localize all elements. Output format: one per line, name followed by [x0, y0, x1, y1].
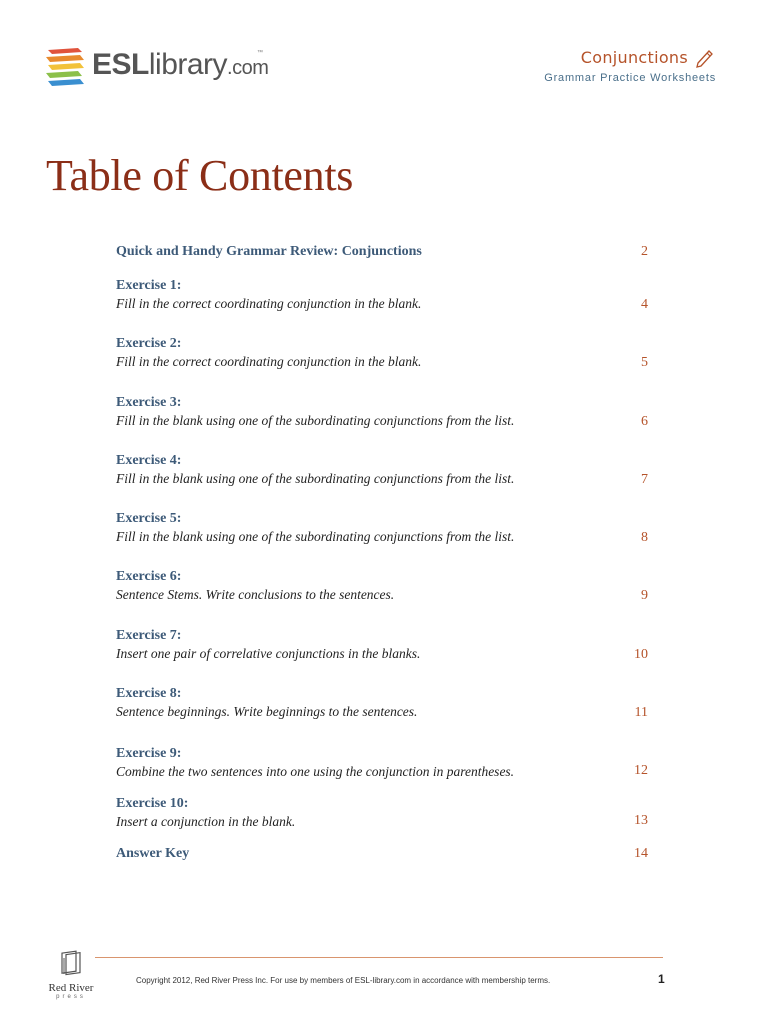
toc-entry[interactable] — [116, 846, 656, 862]
toc-entry-heading: Exercise 9: — [116, 746, 182, 761]
logo-wordmark: ESLlibrary.com — [92, 48, 269, 81]
worksheet-subtitle: Grammar Practice Worksheets — [544, 72, 716, 84]
red-river-press-logo — [44, 948, 98, 1010]
book-stack-icon — [56, 948, 86, 978]
toc-entry-heading: Answer Key — [116, 846, 190, 861]
toc-entry[interactable] — [116, 746, 656, 780]
toc-entry-page-number: 4 — [641, 297, 648, 312]
toc-entry-description: Fill in the correct coordinating conjunction in the blank. — [116, 354, 422, 369]
toc-entry-heading: Exercise 3: — [116, 395, 182, 410]
publisher-name: Red River — [48, 982, 94, 994]
toc-entry-description: Insert a conjunction in the blank. — [116, 814, 296, 829]
pencil-icon — [694, 46, 716, 68]
toc-entry-page-number: 7 — [641, 472, 648, 487]
esl-library-logo — [44, 44, 284, 90]
toc-entry-description: Fill in the blank using one of the subordinating conjunctions from the list. — [116, 471, 515, 486]
copyright-notice: Copyright 2012, Red River Press Inc. For use by members of ESL-library.com in accordance with membership terms. — [136, 976, 551, 985]
toc-entry-description: Fill in the blank using one of the subordinating conjunctions from the list. — [116, 413, 515, 428]
toc-entry-page-number: 8 — [641, 530, 648, 545]
toc-entry[interactable] — [116, 628, 656, 662]
toc-entry[interactable] — [116, 686, 656, 720]
footer-divider — [95, 957, 663, 958]
toc-entry[interactable] — [116, 395, 656, 429]
toc-entry-description: Fill in the blank using one of the subordinating conjunctions from the list. — [116, 529, 515, 544]
toc-entry-page-number: 10 — [634, 647, 648, 662]
toc-entry-heading: Exercise 7: — [116, 628, 182, 643]
toc-entry-page-number: 9 — [641, 588, 648, 603]
toc-entry[interactable] — [116, 278, 656, 312]
toc-entry-page-number: 12 — [634, 763, 648, 778]
toc-entry[interactable] — [116, 336, 656, 370]
page-number: 1 — [658, 972, 665, 986]
books-logo-icon — [44, 44, 86, 88]
toc-entry-page-number: 11 — [634, 705, 648, 720]
toc-entry-page-number: 2 — [641, 244, 648, 259]
toc-entry-page-number: 13 — [634, 813, 648, 828]
toc-entry[interactable] — [116, 511, 656, 545]
toc-entry-heading: Exercise 1: — [116, 278, 182, 293]
toc-entry-description: Fill in the correct coordinating conjunction in the blank. — [116, 296, 422, 311]
toc-entry-page-number: 14 — [634, 846, 648, 861]
toc-entry[interactable] — [116, 569, 656, 603]
toc-entry-description: Sentence Stems. Write conclusions to the sentences. — [116, 587, 395, 602]
publisher-sub: press — [56, 994, 86, 1000]
worksheet-title: Conjunctions — [581, 46, 716, 68]
worksheet-header — [544, 46, 716, 84]
toc-entry-heading: Exercise 4: — [116, 453, 182, 468]
page-title: Table of Contents — [46, 151, 354, 200]
toc-entry-heading: Exercise 6: — [116, 569, 182, 584]
toc-entry[interactable] — [116, 244, 656, 260]
toc-entry-heading: Exercise 10: — [116, 796, 189, 811]
toc-entry-heading: Exercise 2: — [116, 336, 182, 351]
toc-entry-page-number: 6 — [641, 414, 648, 429]
trademark-mark: ™ — [257, 50, 263, 56]
toc-entry[interactable] — [116, 796, 656, 830]
toc-entry-heading: Quick and Handy Grammar Review: Conjunctions — [116, 244, 422, 259]
toc-entry-page-number: 5 — [641, 355, 648, 370]
toc-entry-description: Combine the two sentences into one using the conjunction in parentheses. — [116, 764, 515, 779]
toc-entry[interactable] — [116, 453, 656, 487]
toc-entry-description: Insert one pair of correlative conjunctions in the blanks. — [116, 646, 421, 661]
toc-entry-heading: Exercise 5: — [116, 511, 182, 526]
toc-entry-description: Sentence beginnings. Write beginnings to the sentences. — [116, 704, 418, 719]
toc-entry-heading: Exercise 8: — [116, 686, 182, 701]
